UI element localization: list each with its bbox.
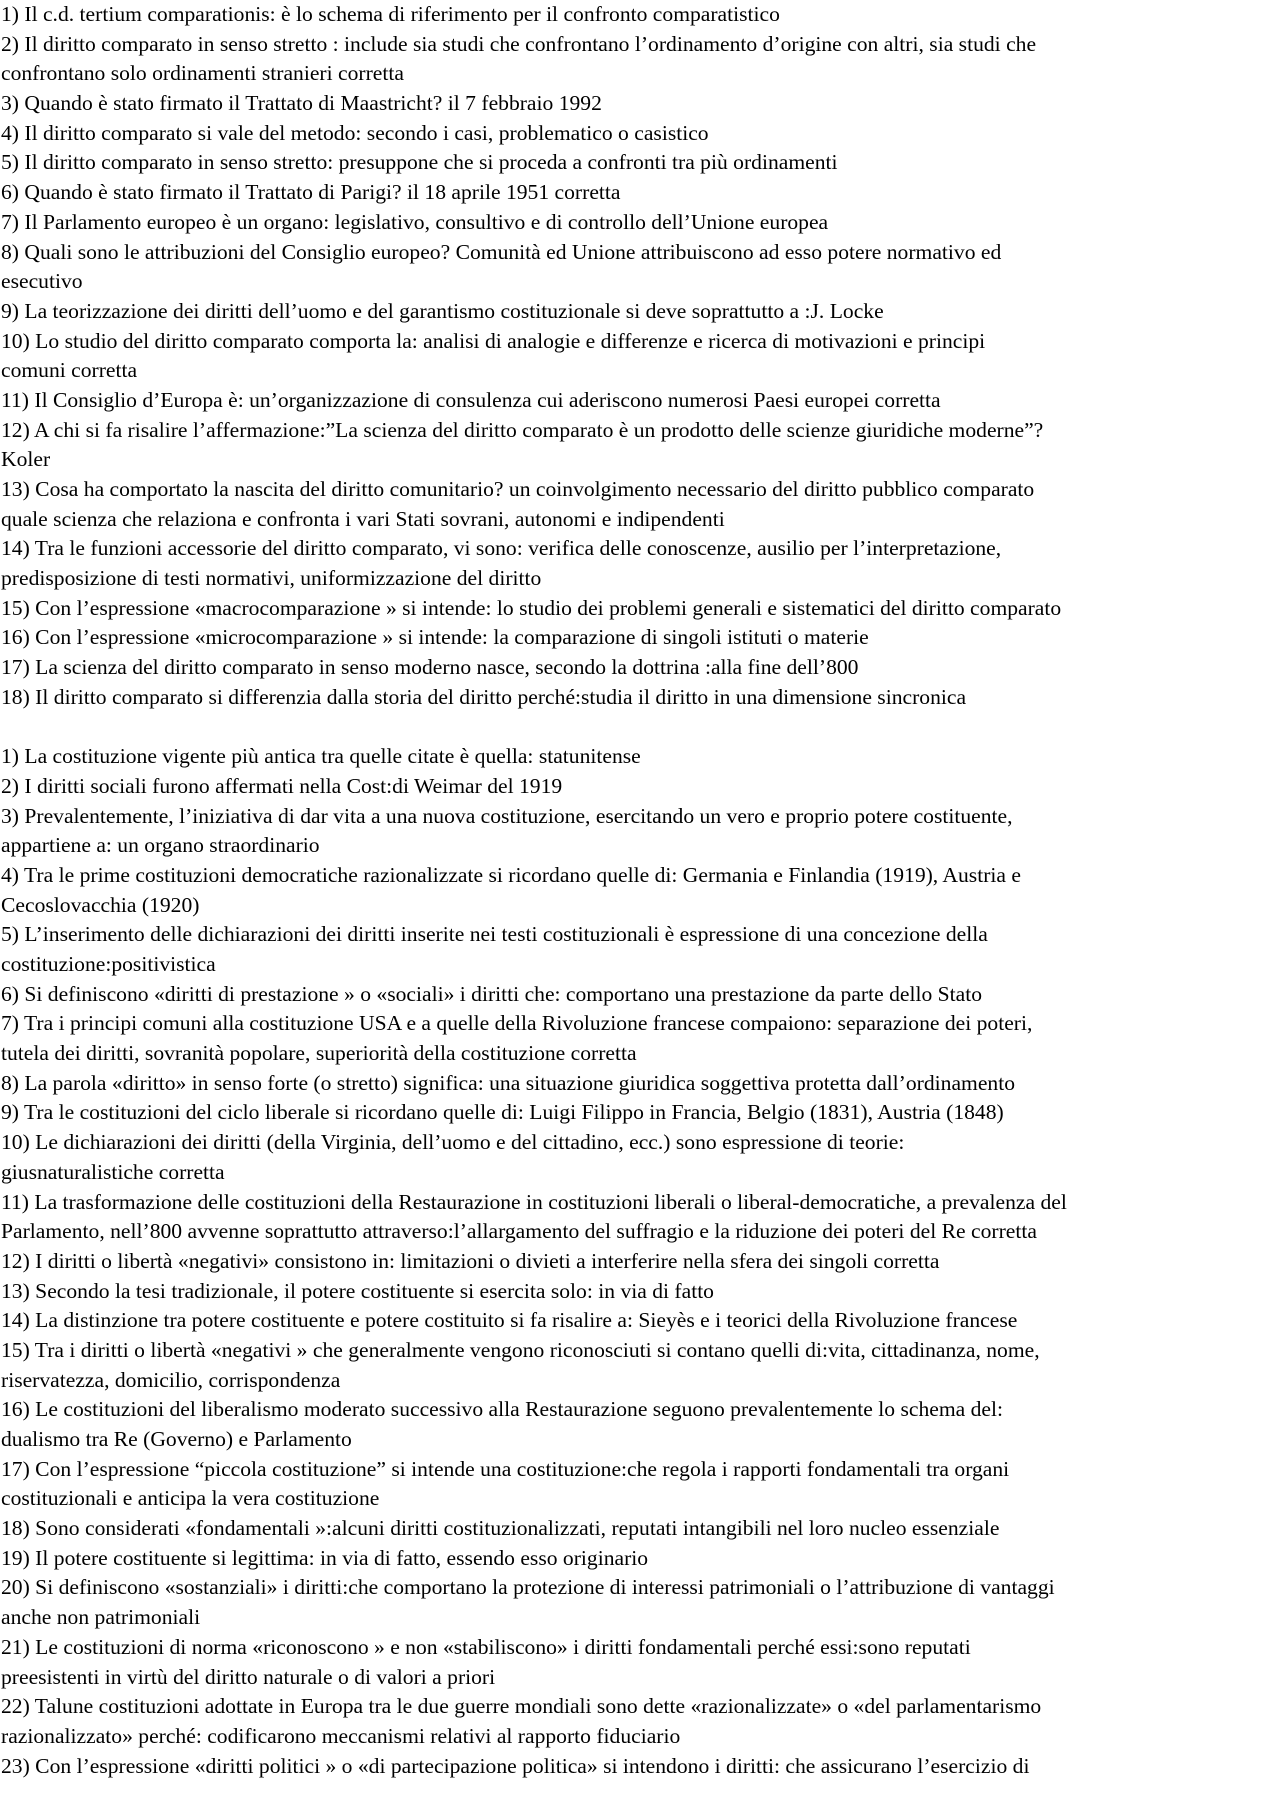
text-line: 13) Secondo la tesi tradizionale, il potere costituente si esercita solo: in via di fatto (1, 1278, 714, 1303)
text-line: Parlamento, nell’800 avvenne soprattutto attraverso:l’allargamento del suffragio e la riduzione dei poteri del Re corretta (1, 1219, 1037, 1244)
text-line: 10) Lo studio del diritto comparato comporta la: analisi di analogie e differenze e ricerca di motivazioni e principi (1, 328, 986, 353)
text-line: anche non patrimoniali (1, 1605, 201, 1630)
text-line (1, 1781, 1277, 1811)
text-line: 12) A chi si fa risalire l’affermazione:”La scienza del diritto comparato è un prodotto delle scienze giuridiche moderne”? (1, 417, 1044, 442)
text-line: 9) La teorizzazione dei diritti dell’uomo e del garantismo costituzionale si deve soprattutto a :J. Locke (1, 298, 884, 323)
text-line: 11) Il Consiglio d’Europa è: un’organizzazione di consulenza cui aderiscono numerosi Paesi europei corretta (1, 387, 941, 412)
text-line: 11) La trasformazione delle costituzioni della Restaurazione in costituzioni liberali o liberal-democratiche, a prevalenza del (1, 1189, 1067, 1214)
text-line: 7) Tra i principi comuni alla costituzione USA e a quelle della Rivoluzione francese compaiono: separazione dei poteri, (1, 1011, 1033, 1036)
text-line: 8) La parola «diritto» in senso forte (o stretto) significa: una situazione giuridica soggettiva protetta dall’ordinamento (1, 1070, 1016, 1095)
text-line: razionalizzato» perché: codificarono meccanismi relativi al rapporto fiduciario (1, 1723, 681, 1748)
text-line: 18) Sono considerati «fondamentali »:alcuni diritti costituzionalizzati, reputati intangibili nel loro nucleo essenziale (1, 1516, 1000, 1541)
text-line: 6) Quando è stato firmato il Trattato di Parigi? il 18 aprile 1951 corretta (1, 180, 621, 205)
text-line: 5) L’inserimento delle dichiarazioni dei diritti inserite nei testi costituzionali è espressione di una concezione della (1, 922, 988, 947)
text-line: Koler (1, 447, 51, 472)
text-line: 14) La distinzione tra potere costituente e potere costituito si fa risalire a: Sieyès e i teorici della Rivoluzione francese (1, 1308, 1018, 1333)
text-line: 20) Si definiscono «sostanziali» i diritti:che comportano la protezione di interessi patrimoniali o l’attribuzione di vantaggi (1, 1575, 1055, 1600)
text-line: preesistenti in virtù del diritto naturale o di valori a priori (1, 1664, 496, 1689)
text-line: 1) La costituzione vigente più antica tra quelle citate è quella: statunitense (1, 744, 641, 769)
text-line: quale scienza che relaziona e confronta i vari Stati sovrani, autonomi e indipendenti (1, 506, 725, 531)
text-line: 17) La scienza del diritto comparato in senso moderno nasce, secondo la dottrina :alla fine dell’800 (1, 655, 859, 680)
text-line: 7) Il Parlamento europeo è un organo: legislativo, consultivo e di controllo dell’Unione europea (1, 209, 829, 234)
text-line: 18) Il diritto comparato si differenzia dalla storia del diritto perché:studia il diritto in una dimensione sincronica (1, 684, 967, 709)
text-line: 1) Il c.d. tertium comparationis: è lo schema di riferimento per il confronto comparatistico (1, 2, 780, 26)
text-line: esecutivo (1, 269, 83, 294)
document-body (1, 0, 1277, 1811)
text-line: 10) Le dichiarazioni dei diritti (della Virginia, dell’uomo e del cittadino, ecc.) sono espressione di teorie: (1, 1130, 905, 1155)
text-line: costituzionali e anticipa la vera costituzione (1, 1486, 380, 1511)
text-line: 14) Tra le funzioni accessorie del diritto comparato, vi sono: verifica delle conoscenze, ausilio per l’interpretazione, (1, 536, 1002, 561)
text-line: 15) Tra i diritti o libertà «negativi » che generalmente vengono riconosciuti si contano quelli di:vita, cittadinanza, nome, (1, 1337, 1040, 1362)
text-line: 9) Tra le costituzioni del ciclo liberale si ricordano quelle di: Luigi Filippo in Francia, Belgio (1831), Austria (1848) (1, 1100, 1004, 1125)
text-line: giusnaturalistiche corretta (1, 1159, 225, 1184)
text-line: 8) Quali sono le attribuzioni del Consiglio europeo? Comunità ed Unione attribuiscono ad esso potere normativo ed (1, 239, 1002, 264)
text-line: 23) Con l’espressione «diritti politici » o «di partecipazione politica» si intendono i diritti: che assicurano l’esercizio di (1, 1753, 1030, 1778)
text-line: costituzione:positivistica (1, 952, 216, 976)
text-line: 2) Il diritto comparato in senso stretto : include sia studi che confrontano l’ordinamento d’origine con altri, sia studi che (1, 31, 1037, 56)
text-line: Cecoslovacchia (1920) (1, 892, 200, 917)
text-line: tutela dei diritti, sovranità popolare, superiorità della costituzione corretta (1, 1041, 637, 1066)
text-line: 16) Le costituzioni del liberalismo moderato successivo alla Restaurazione seguono prevalentemente lo schema del: (1, 1397, 1003, 1422)
text-line: 5) Il diritto comparato in senso stretto: presuppone che si proceda a confronti tra più ordinamenti (1, 150, 838, 175)
text-line: predisposizione di testi normativi, uniformizzazione del diritto (1, 566, 542, 591)
text-line: confrontano solo ordinamenti stranieri corretta (1, 61, 404, 86)
text-line: 3) Quando è stato firmato il Trattato di Maastricht? il 7 febbraio 1992 (1, 91, 602, 116)
text-line: comuni corretta (1, 358, 138, 383)
text-line: 15) Con l’espressione «macrocomparazione » si intende: lo studio dei problemi generali e sistematici del diritto comparato (1, 595, 1062, 620)
text-line: 17) Con l’espressione “piccola costituzione” si intende una costituzione:che regola i rapporti fondamentali tra organi (1, 1456, 1010, 1481)
text-line: 6) Si definiscono «diritti di prestazione » o «sociali» i diritti che: comportano una prestazione da parte dello Stato (1, 981, 983, 1006)
text-line: 16) Con l’espressione «microcomparazione » si intende: la comparazione di singoli istituti o materie (1, 625, 869, 650)
text-line: 3) Prevalentemente, l’iniziativa di dar vita a una nuova costituzione, esercitando un vero e proprio potere costituente, (1, 803, 1013, 828)
text-line: dualismo tra Re (Governo) e Parlamento (1, 1427, 352, 1451)
text-line: 2) I diritti sociali furono affermati nella Cost:di Weimar del 1919 (1, 773, 563, 798)
text-line: 12) I diritti o libertà «negativi» consistono in: limitazioni o divieti a interferire nella sfera dei singoli corretta (1, 1248, 940, 1273)
text-line: 19) Il potere costituente si legittima: in via di fatto, essendo esso originario (1, 1545, 649, 1570)
text-line: 4) Tra le prime costituzioni democratiche razionalizzate si ricordano quelle di: Germania e Finlandia (1919), Austria e (1, 862, 1021, 887)
section-gap (1, 713, 1277, 743)
text-line: riservatezza, domicilio, corrispondenza (1, 1367, 341, 1392)
text-line: 13) Cosa ha comportato la nascita del diritto comunitario? un coinvolgimento necessario del diritto pubblico comparato (1, 477, 1035, 501)
text-line: 22) Talune costituzioni adottate in Europa tra le due guerre mondiali sono dette «razionalizzate» o «del parlamentarismo (1, 1694, 1042, 1719)
text-line: 4) Il diritto comparato si vale del metodo: secondo i casi, problematico o casistico (1, 120, 709, 145)
text-line: 21) Le costituzioni di norma «riconoscono » e non «stabiliscono» i diritti fondamentali perché essi:sono reputati (1, 1634, 971, 1659)
text-line: appartiene a: un organo straordinario (1, 833, 320, 858)
